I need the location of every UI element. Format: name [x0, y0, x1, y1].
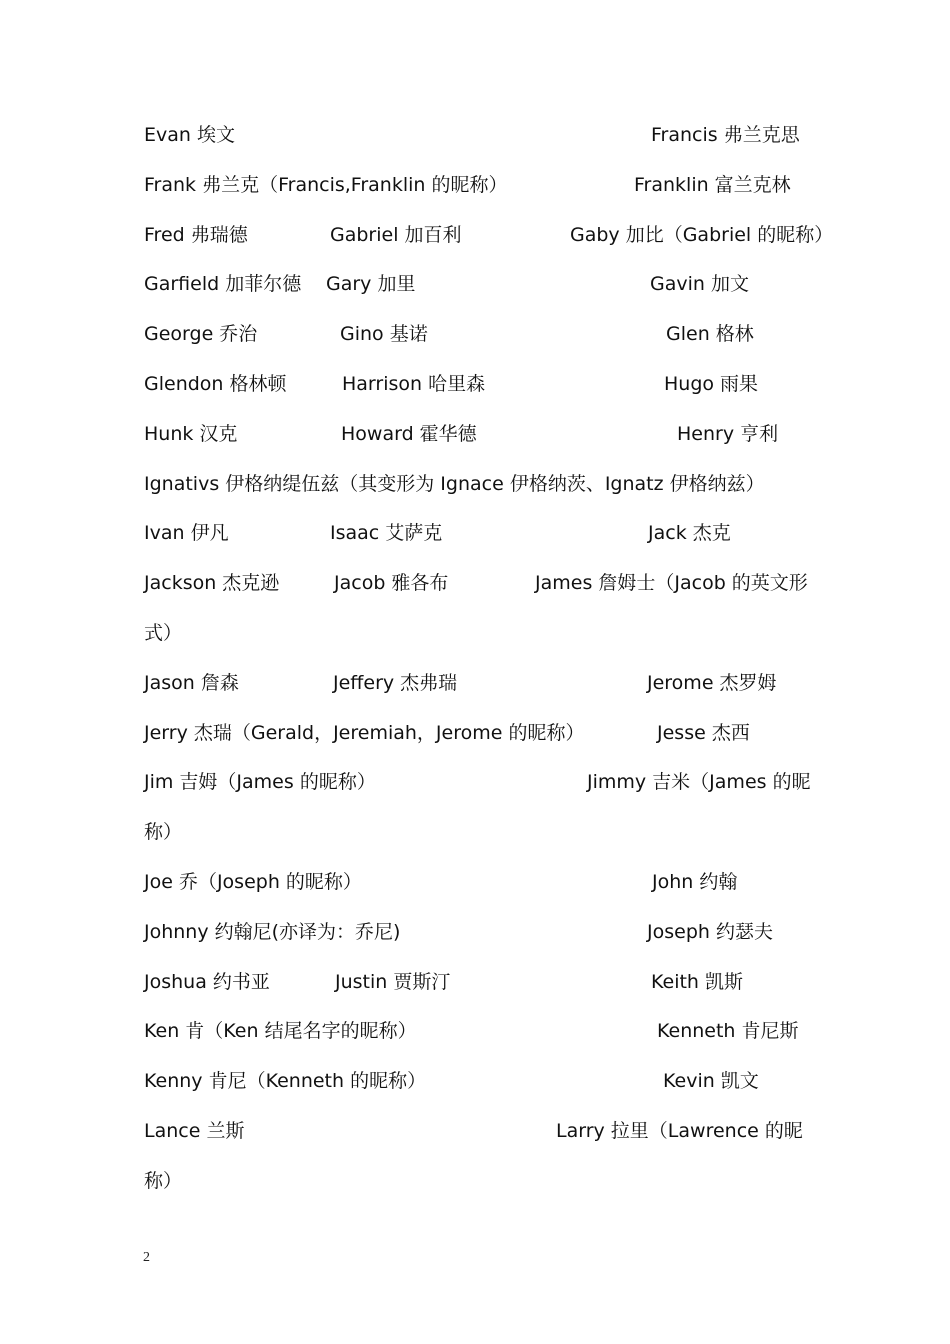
name-entry: Glendon 格林顿 — [144, 373, 287, 395]
name-entry: Hunk 汉克 — [144, 423, 238, 445]
page-number: 2 — [143, 1250, 150, 1265]
name-entry: Ivan 伊凡 — [144, 522, 229, 544]
name-entry: Jacob 雅各布 — [334, 572, 449, 594]
name-entry: Johnny 约翰尼(亦译为：乔尼) — [144, 921, 401, 943]
name-entry: James 詹姆士（Jacob 的英文形 — [535, 572, 808, 594]
name-entry: Kevin 凯文 — [663, 1070, 759, 1092]
name-entry: Larry 拉里（Lawrence 的昵 — [556, 1120, 803, 1142]
name-entry: 式） — [144, 622, 183, 644]
name-entry: Garfield 加菲尔德 — [144, 273, 302, 295]
name-entry: 称） — [144, 821, 183, 843]
name-entry: Jimmy 吉米（James 的昵 — [587, 771, 811, 793]
name-entry: Jack 杰克 — [648, 522, 731, 544]
name-entry: Jerry 杰瑞（Gerald，Jeremiah，Jerome 的昵称） — [144, 722, 585, 744]
name-entry: Francis 弗兰克思 — [651, 124, 800, 146]
name-entry: Howard 霍华德 — [341, 423, 477, 445]
name-entry: Keith 凯斯 — [651, 971, 744, 993]
name-entry: Fred 弗瑞德 — [144, 224, 248, 246]
name-entry: Evan 埃文 — [144, 124, 235, 146]
name-entry: Gary 加里 — [326, 273, 416, 295]
name-entry: Gabriel 加百利 — [330, 224, 462, 246]
name-entry: John 约翰 — [652, 871, 738, 893]
name-entry: Jim 吉姆（James 的昵称） — [144, 771, 376, 793]
name-entry: Henry 亨利 — [677, 423, 779, 445]
name-entry: Jesse 杰西 — [657, 722, 750, 744]
name-entry: Kenny 肯尼（Kenneth 的昵称） — [144, 1070, 427, 1092]
name-entry: Kenneth 肯尼斯 — [657, 1020, 799, 1042]
name-entry: Lance 兰斯 — [144, 1120, 245, 1142]
name-entry: Ken 肯（Ken 结尾名字的昵称） — [144, 1020, 417, 1042]
name-entry: Justin 贾斯汀 — [335, 971, 451, 993]
name-entry: Franklin 富兰克林 — [634, 174, 791, 196]
name-entry: Gaby 加比（Gabriel 的昵称） — [570, 224, 834, 246]
name-entry: Gavin 加文 — [650, 273, 749, 295]
name-entry: Glen 格林 — [666, 323, 754, 345]
name-entry: Harrison 哈里森 — [342, 373, 486, 395]
name-entry: Ignativs 伊格纳缇伍兹（其变形为 Ignace 伊格纳茨、Ignatz 伊格纳兹） — [144, 473, 765, 495]
name-entry: Joshua 约书亚 — [144, 971, 270, 993]
name-entry: Joseph 约瑟夫 — [647, 921, 773, 943]
name-entry: Isaac 艾萨克 — [330, 522, 443, 544]
name-entry: George 乔治 — [144, 323, 258, 345]
name-entry: Frank 弗兰克（Francis,Franklin 的昵称） — [144, 174, 508, 196]
name-entry: Jerome 杰罗姆 — [647, 672, 777, 694]
name-entry: Gino 基诺 — [340, 323, 428, 345]
name-entry: Hugo 雨果 — [664, 373, 759, 395]
name-entry: Joe 乔（Joseph 的昵称） — [144, 871, 362, 893]
name-entry: Jason 詹森 — [144, 672, 239, 694]
name-entry: Jackson 杰克逊 — [144, 572, 280, 594]
name-entry: Jeffery 杰弗瑞 — [333, 672, 458, 694]
name-entry: 称） — [144, 1170, 183, 1192]
